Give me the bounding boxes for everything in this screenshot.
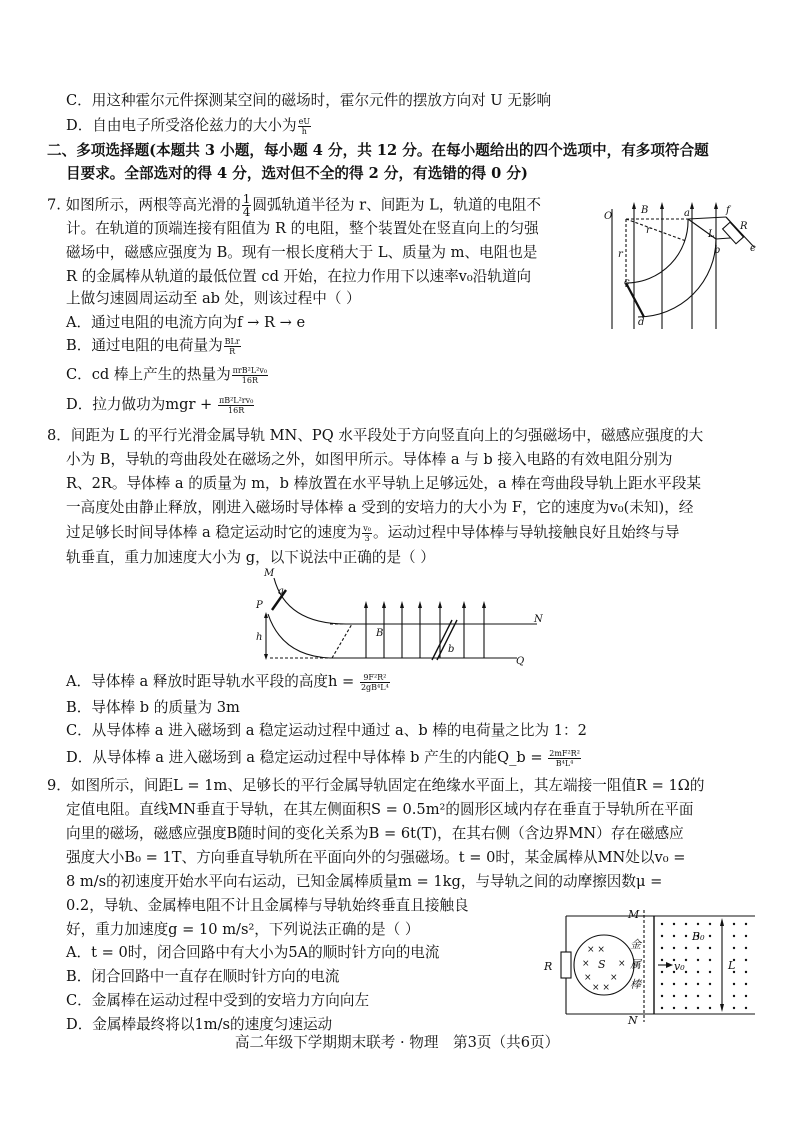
- text-line-l22: [66, 721, 587, 741]
- svg-text:×: ×: [584, 973, 592, 983]
- text-line-l29: [66, 896, 469, 916]
- fig7-label-L: L: [708, 229, 715, 240]
- text-line-l7: [66, 243, 537, 263]
- fig8-label-P: P: [256, 600, 263, 611]
- text-line-l21: [66, 698, 240, 718]
- text-run: 上做匀速圆周运动至 ab 处，则该过程中（ ）: [66, 290, 361, 307]
- text-line-l31: [66, 943, 440, 963]
- text-run: A．t = 0时，闭合回路中有大小为5A的顺时针方向的电流: [66, 944, 440, 961]
- fig8-label-B: B: [376, 628, 384, 639]
- text-line-l5: [47, 193, 541, 218]
- fraction-denominator: 2gB⁴L⁴: [360, 682, 389, 692]
- fraction-numerator: πrB²L²v₀: [232, 365, 268, 375]
- fraction-denominator: 16R: [228, 405, 245, 415]
- text-run: 0.2，导轨、金属棒电阻不计且金属棒与导轨始终垂直且接触良: [66, 897, 469, 914]
- text-run: D．从导体棒 a 进入磁场到 a 稳定运动过程中导体棒 b 产生的内能Q_b =: [66, 749, 548, 766]
- page-footer: 高二年级下学期期末联考 · 物理 第3页（共6页）: [234, 1034, 560, 1051]
- figure-q9-field-region: [540, 906, 762, 1026]
- fraction-denominator: B⁴L⁴: [555, 758, 574, 768]
- fraction-denominator: 16R: [241, 375, 258, 385]
- text-line-l11: [66, 336, 242, 356]
- text-run: 。运动过程中导体棒与导轨接触良好且始终与导: [373, 524, 680, 541]
- text-run: C．从导体棒 a 进入磁场到 a 稳定运动过程中通过 a、b 棒的电荷量之比为 1：2: [66, 722, 587, 739]
- fig7-label-a: a: [684, 208, 690, 219]
- svg-text:× ×: × ×: [587, 945, 605, 955]
- text-run: 圆弧轨道半径为 r、间距为 L，轨道的电阻不: [252, 196, 541, 214]
- text-run: C．cd 棒上产生的热量为: [66, 366, 231, 383]
- fig9-label-R: R: [544, 960, 553, 973]
- fig9-label-B0: B₀: [692, 930, 705, 943]
- text-run: 轨垂直，重力加速度大小为 g，以下说法中正确的是（ ）: [66, 549, 435, 566]
- text-run: B．闭合回路中一直存在顺时针方向的电流: [66, 968, 340, 985]
- fraction-numerator: πB²L²rv₀: [218, 395, 254, 405]
- fraction-denominator: 3: [364, 533, 370, 543]
- fig7-label-f: f: [726, 205, 730, 216]
- fig7-label-c: c: [624, 277, 630, 288]
- text-line-l32: [66, 967, 339, 987]
- text-run: B．通过电阻的电荷量为: [66, 337, 223, 354]
- fig9-label-shu: 属: [630, 958, 641, 971]
- text-run: R、2R。导体棒 a 的质量为 m，b 棒放置在水平导轨上足够远处，a 棒在弯曲段导轨上距水平段某: [66, 475, 702, 492]
- text-run: D．金属棒最终将以1m/s的速度匀速运动: [66, 1016, 333, 1033]
- fraction-denominator: R: [229, 346, 236, 356]
- fraction: [298, 117, 311, 136]
- text-line-l23: [66, 748, 582, 768]
- svg-text:× ×: × ×: [592, 983, 610, 993]
- fig8-label-N: N: [534, 614, 543, 625]
- text-line-l24: [47, 776, 704, 796]
- fig9-label-L: L: [728, 959, 736, 972]
- text-run: C．金属棒在运动过程中受到的安培力方向向左: [66, 992, 370, 1009]
- text-run: 计。在轨道的顶端连接有阻值为 R 的电阻，整个装置处在竖直向上的匀强: [66, 220, 539, 237]
- text-line-l30: [66, 920, 419, 940]
- fig7-label-B: B: [641, 205, 649, 216]
- text-run: 小为 B，导轨的弯曲段处在磁场之外，如图甲所示。导体棒 a 与 b 接入电路的有效电阻分别为: [66, 451, 673, 468]
- text-run: D．拉力做功为mgr +: [66, 396, 217, 413]
- fraction: [242, 193, 252, 218]
- text-line-l16: [66, 474, 701, 494]
- text-line-l8: [66, 267, 531, 287]
- fraction: [362, 524, 372, 543]
- text-run: D．自由电子所受洛伦兹力的大小为: [66, 117, 297, 134]
- text-run: R 的金属棒从轨道的最低位置 cd 开始，在拉力作用下以速率v₀沿轨道向: [66, 268, 532, 285]
- text-line-l10: [66, 313, 305, 333]
- text-line-l19: [66, 548, 435, 568]
- fig9-label-N: N: [628, 1014, 638, 1026]
- text-run: 向里的磁场，磁感应强度B随时间的变化关系为B = 6t(T)，在其右侧（含边界MN）存在磁感应: [66, 825, 684, 842]
- text-run: 二、多项选择题(本题共 3 小题，每小题 4 分，共 12 分。在每小题给出的四个选项中，有多项符合题: [47, 142, 709, 159]
- text-run: 7. 如图所示，两根等高光滑的: [47, 196, 241, 214]
- text-line-l18: [66, 523, 679, 543]
- text-line-l13: [66, 395, 255, 415]
- text-line-l9: [66, 289, 361, 309]
- text-run: 8 m/s的初速度开始水平向右运动，已知金属棒质量m = 1kg，与导轨之间的动摩擦因数μ =: [66, 873, 663, 890]
- text-run: 好，重力加速度g = 10 m/s²，下列说法正确的是（ ）: [66, 921, 420, 938]
- fraction-denominator: h: [301, 126, 307, 136]
- fraction-numerator: 2mF²R²: [549, 748, 580, 758]
- fig7-label-R: R: [740, 221, 748, 232]
- fig9-label-S: S: [598, 958, 606, 971]
- fig8-label-M: M: [264, 568, 275, 579]
- text-line-l17: [66, 498, 693, 518]
- text-run: 定值电阻。直线MN垂直于导轨，在其左侧面积S = 0.5m²的圆形区域内存在垂直于导轨所在平面: [66, 801, 694, 818]
- svg-text:×: ×: [582, 959, 590, 969]
- text-line-l2: [66, 116, 312, 136]
- fig7-label-r-left: r: [618, 249, 623, 260]
- text-line-l4: [66, 164, 528, 184]
- text-line-l33: [66, 991, 369, 1011]
- fraction: [360, 673, 390, 692]
- figure-q8-rails: [252, 566, 552, 668]
- fig9-label-bang: 棒: [630, 978, 641, 991]
- text-line-l6: [66, 219, 539, 239]
- fraction: [218, 396, 254, 415]
- fig9-label-jin: 金: [630, 938, 641, 951]
- fig8-label-h: h: [256, 632, 263, 643]
- fig9-label-M: M: [628, 908, 640, 921]
- fraction-numerator: 9F²R²: [360, 673, 390, 683]
- fraction-denominator: 4: [242, 205, 251, 219]
- text-run: 过足够长时间导体棒 a 稳定运动时它的速度为: [66, 524, 362, 541]
- fig7-label-e: e: [750, 243, 756, 254]
- text-run: 8．间距为 L 的平行光滑金属导轨 MN、PQ 水平段处于方向竖直向上的匀强磁场中，磁感应强度的大: [47, 427, 704, 444]
- text-line-l14: [47, 426, 703, 446]
- text-run: B．导体棒 b 的质量为 3m: [66, 699, 240, 716]
- fig8-label-a: a: [278, 586, 284, 597]
- text-line-l15: [66, 450, 673, 470]
- text-run: C．用这种霍尔元件探测某空间的磁场时，霍尔元件的摆放方向对 U 无影响: [66, 92, 552, 109]
- text-line-l26: [66, 824, 684, 844]
- text-run: A．通过电阻的电流方向为f → R → e: [66, 314, 306, 331]
- text-run: 强度大小B₀ = 1T、方向垂直导轨所在平面向外的匀强磁场。t = 0时，某金属棒从MN处以v₀ =: [66, 849, 686, 866]
- svg-text:×: ×: [618, 959, 626, 969]
- fraction: [232, 366, 268, 385]
- text-run: A．导体棒 a 释放时距导轨水平段的高度h =: [66, 673, 359, 690]
- fig7-label-r-top: r: [646, 225, 651, 236]
- text-run: 9．如图所示，间距L = 1m、足够长的平行金属导轨固定在绝缘水平面上，其左端接一阻值R = 1Ω的: [47, 777, 705, 794]
- fig8-label-Q: Q: [516, 656, 525, 667]
- fig7-label-b: b: [714, 245, 721, 256]
- text-line-l27: [66, 848, 685, 868]
- fig9-label-v0: v₀: [674, 960, 685, 973]
- fraction-numerator: 1: [242, 192, 251, 206]
- fig8-label-b: b: [448, 644, 455, 655]
- fraction: [224, 337, 241, 356]
- text-run: 一高度处由静止释放，刚进入磁场时导体棒 a 受到的安培力的大小为 F，它的速度为v₀(未知)，经: [66, 499, 694, 516]
- text-line-l25: [66, 800, 694, 820]
- text-line-l28: [66, 872, 662, 892]
- text-line-l1: [66, 91, 551, 111]
- fraction-numerator: v₀: [363, 523, 371, 533]
- text-line-l12: [66, 365, 269, 385]
- text-line-l3: [47, 141, 709, 161]
- svg-text:×: ×: [610, 973, 618, 983]
- text-run: 目要求。全部选对的得 4 分，选对但不全的得 2 分，有选错的得 0 分): [66, 165, 528, 182]
- text-line-l20: [66, 672, 391, 692]
- text-run: 磁场中，磁感应强度为 B。现有一根长度稍大于 L、质量为 m、电阻也是: [66, 244, 538, 261]
- fig7-label-d: d: [638, 317, 645, 328]
- fraction-numerator: BLr: [224, 336, 240, 346]
- figure-q7-circular-rails: [604, 199, 762, 331]
- fraction: [548, 749, 581, 768]
- fig7-label-O: O: [604, 211, 613, 222]
- fraction-numerator: eU: [298, 116, 311, 126]
